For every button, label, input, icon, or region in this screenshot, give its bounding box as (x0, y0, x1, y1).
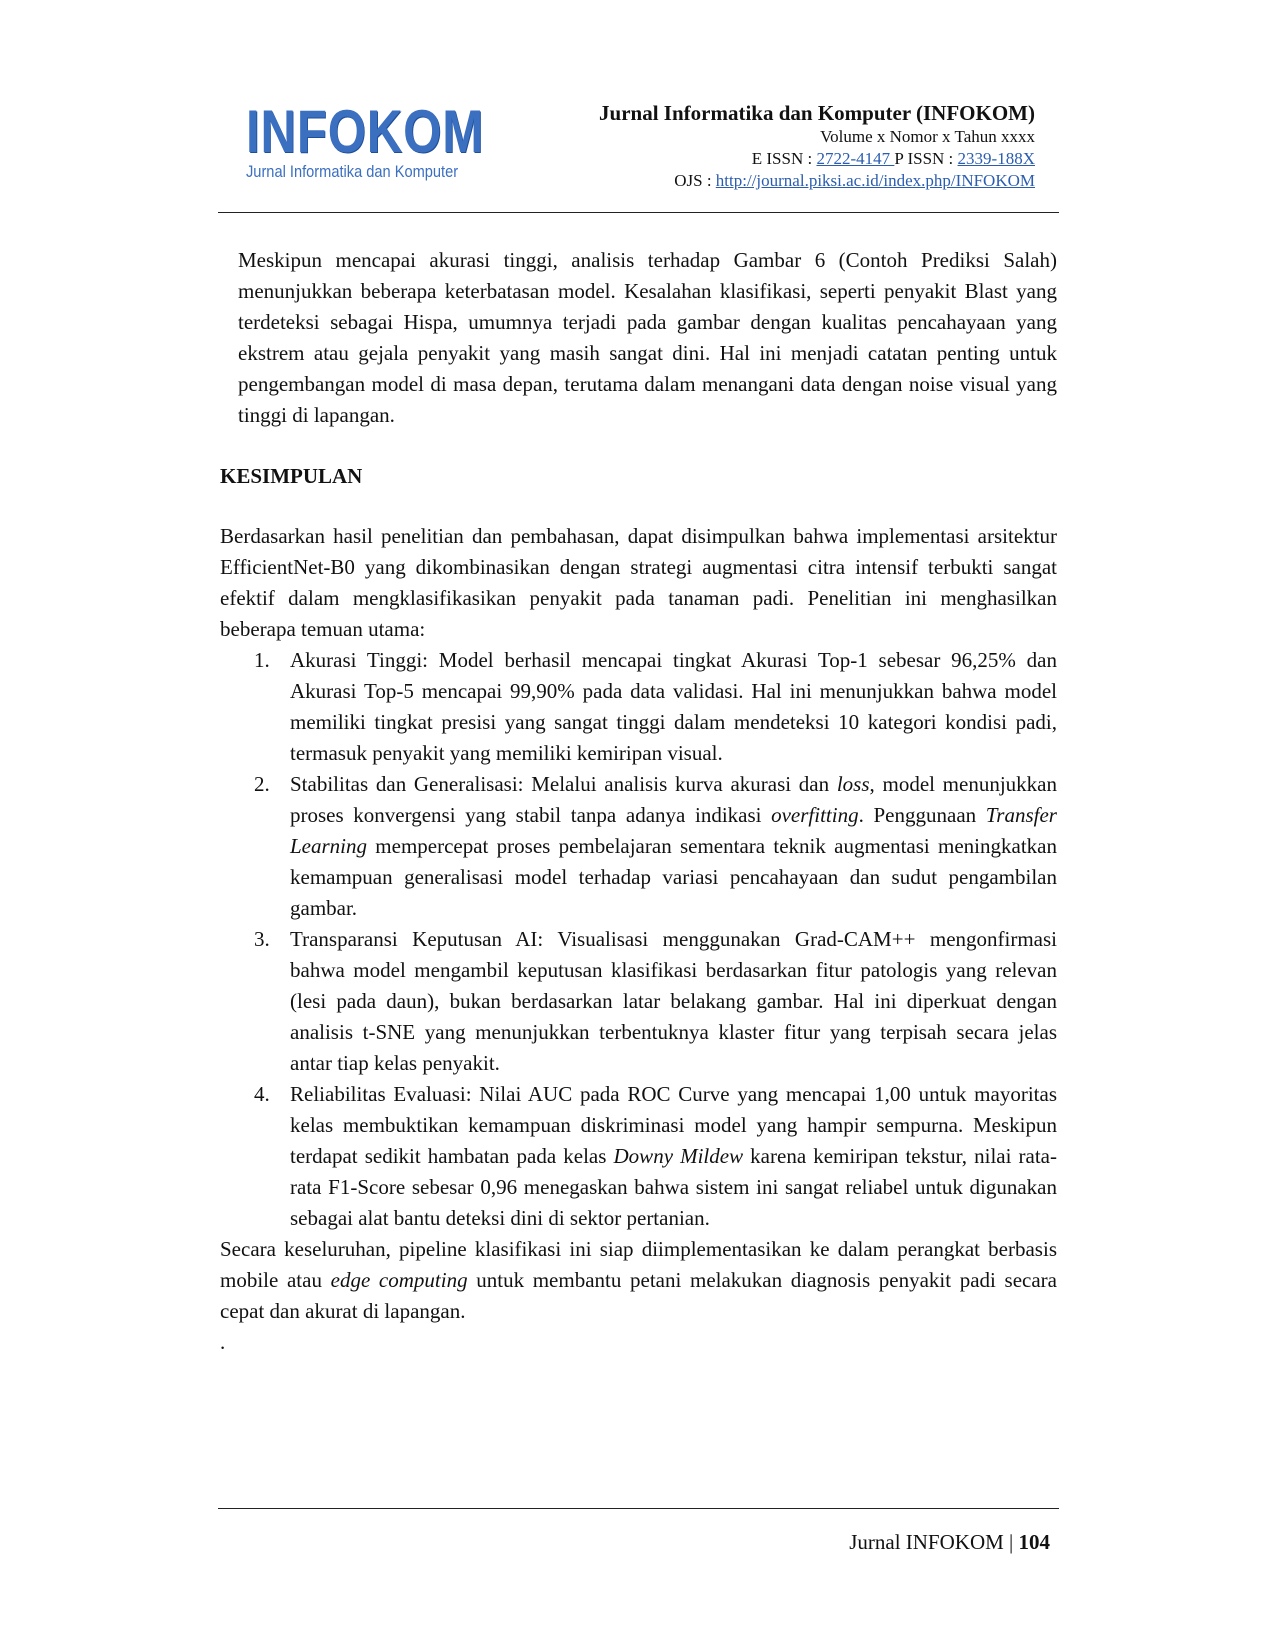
logo-subtitle: Jurnal Informatika dan Komputer (246, 162, 459, 181)
text-run: Reliabilitas Evaluasi: Nilai AUC pada ROC Curve yang mencapai 1,00 untuk mayoritas kelas membuktikan kemampuan diskriminasi model yang hampir sempurna. Meskipun terdapat sedikit hambatan pada kelas (290, 1082, 1057, 1168)
italic-term: Downy Mildew (613, 1144, 744, 1168)
issn-line (599, 148, 1035, 170)
closing-paragraph (220, 1234, 1057, 1327)
text-run: Akurasi Tinggi: Model berhasil mencapai tingkat Akurasi Top-1 sebesar 96,25% dan Akurasi Top-5 mencapai 99,90% pada data validasi. Hal ini menunjukkan bahwa model memiliki tingkat presisi yang sangat tinggi dalam mendeteksi 10 kategori kondisi padi, termasuk penyakit yang memiliki kemiripan visual. (290, 648, 1057, 765)
pissn-label: P ISSN : (894, 149, 958, 168)
journal-logo (246, 98, 485, 182)
ojs-line (599, 170, 1035, 192)
list-item (254, 645, 1057, 769)
header-divider (218, 212, 1059, 213)
volume-line: Volume x Nomor x Tahun xxxx (820, 127, 1035, 146)
intro-paragraph: Meskipun mencapai akurasi tinggi, analisis terhadap Gambar 6 (Contoh Prediksi Salah) menunjukkan beberapa keterbatasan model. Kesalahan klasifikasi, seperti penyakit Blast yang terdeteksi sebagai Hispa, umumnya terjadi pada gambar dengan kualitas pencahayaan yang ekstrem atau gejala penyakit yang masih sangat dini. Hal ini menjadi catatan penting untuk pengembangan model di masa depan, terutama dalam menangani data dengan noise visual yang tinggi di lapangan. (238, 248, 1057, 427)
text-run: . Penggunaan (858, 803, 986, 827)
logo-text: INFOKOM (246, 98, 485, 165)
footer-separator: | (1003, 1530, 1019, 1554)
list-item (254, 924, 1057, 1079)
list-item-number: 2. (254, 772, 270, 796)
findings-list (220, 645, 1057, 1234)
text-run: , model menunjukkan proses konvergensi yang stabil tanpa adanya indikasi (290, 772, 1057, 827)
italic-term: Transfer Learning (290, 803, 1057, 858)
section-title: KESIMPULAN (220, 464, 363, 488)
text-run: untuk membantu petani melakukan diagnosis penyakit padi secara cepat dan akurat di lapangan. (220, 1268, 1057, 1323)
italic-term: overfitting (771, 803, 859, 827)
text-run: karena kemiripan tekstur, nilai rata-rata F1-Score sebesar 0,96 menegaskan bahwa sistem ini sangat reliabel untuk digunakan sebagai alat bantu deteksi dini di sektor pertanian. (290, 1144, 1058, 1230)
list-item-number: 1. (254, 648, 270, 672)
ojs-label: OJS : (674, 171, 716, 190)
text-run: mempercepat proses pembelajaran sementara teknik augmentasi meningkatkan kemampuan generalisasi model terhadap variasi pencahayaan dan sudut pengambilan gambar. (290, 834, 1057, 920)
footer-journal: Jurnal INFOKOM (849, 1530, 1004, 1554)
trailing-dot: . (220, 1330, 226, 1354)
page-content (220, 245, 1057, 1358)
page-number: 104 (1018, 1530, 1050, 1554)
footer-divider (218, 1508, 1059, 1509)
list-item-number: 4. (254, 1082, 270, 1106)
pissn-link[interactable]: 2339-188X (957, 149, 1035, 168)
list-item (254, 769, 1057, 924)
list-item (254, 1079, 1058, 1234)
list-item-number: 3. (254, 927, 270, 951)
ojs-link[interactable]: http://journal.piksi.ac.id/index.php/INFOKOM (715, 171, 1035, 190)
text-run: Secara keseluruhan, pipeline klasifikasi ini siap diimplementasikan ke dalam perangkat berbasis mobile atau (220, 1237, 1057, 1292)
text-run: Transparansi Keputusan AI: Visualisasi menggunakan Grad-CAM++ mengonfirmasi bahwa model mengambil keputusan klasifikasi berdasarkan fitur patologis yang relevan (lesi pada daun), bukan berdasarkan latar belakang gambar. Hal ini diperkuat dengan analisis t-SNE yang menunjukkan terbentuknya klaster fitur yang terpisah secara jelas antar tiap kelas penyakit. (290, 927, 1057, 1075)
page-footer (849, 1530, 1050, 1555)
journal-title: Jurnal Informatika dan Komputer (INFOKOM) (599, 101, 1035, 125)
italic-term: loss (836, 772, 870, 796)
text-run: Stabilitas dan Generalisasi: Melalui analisis kurva akurasi dan (290, 772, 837, 796)
conclusion-intro: Berdasarkan hasil penelitian dan pembahasan, dapat disimpulkan bahwa implementasi arsitektur EfficientNet-B0 yang dikombinasikan dengan strategi augmentasi citra intensif terbukti sangat efektif dalam mengklasifikasikan penyakit pada tanaman padi. Penelitian ini menghasilkan beberapa temuan utama: (220, 524, 1057, 641)
eissn-label: E ISSN : (751, 149, 817, 168)
italic-term: edge computing (330, 1268, 468, 1292)
eissn-link[interactable]: 2722-4147 (816, 149, 895, 168)
journal-header (599, 100, 1035, 192)
